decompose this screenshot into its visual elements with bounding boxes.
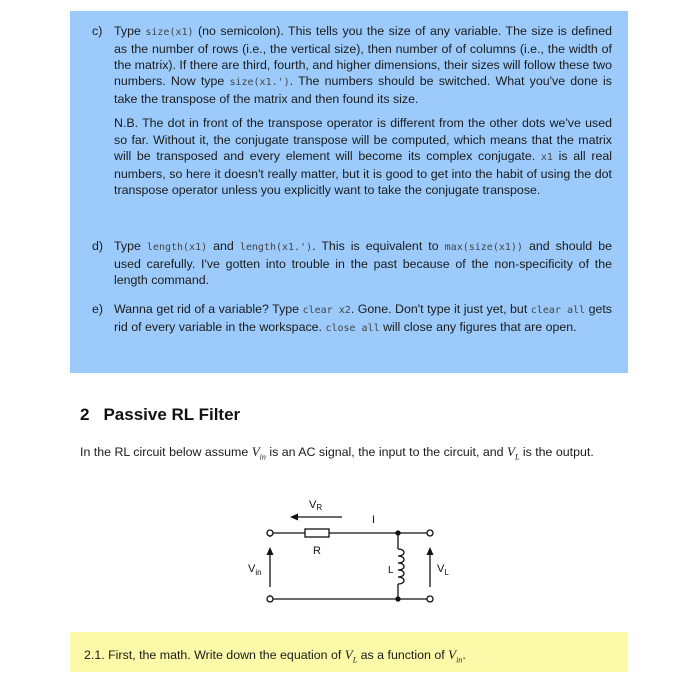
item-e-paragraph: Wanna get rid of a variable? Type clear x2. Gone. Don't type it just yet, but clear all gets rid of every variable in the workspace. close all will close any figures that are open.: [114, 302, 612, 335]
item-c-paragraph-2: N.B. The dot in front of the transpose operator is different from the other dots we've used so far. Without it, the conjugate transpose will be computed, which means that the matrix will be transposed and every element will become its complex conjugate. x1 is all real numbers, so here it doesn't really matter, but it is good to get into the habit of using the dot transpose operator unless you explicitly want to take the conjugate transpose.: [114, 116, 612, 197]
code-snippet: clear all: [530, 305, 586, 316]
node: [396, 531, 400, 535]
math-vl: $V_L$: [344, 647, 358, 665]
item-marker: d): [92, 239, 104, 253]
inductor: [398, 549, 404, 584]
node: [396, 597, 400, 601]
math-vin: $V_{in}$: [251, 444, 266, 462]
vl-label: $V_L$: [437, 563, 449, 577]
section-title: Passive RL Filter: [103, 405, 241, 424]
resistor: [305, 529, 329, 537]
vr-label: VR: [309, 499, 323, 512]
item-e: [92, 301, 612, 337]
math-vin: $V_{in}$: [448, 647, 463, 665]
vin-label: $V_{in}$: [248, 563, 262, 577]
item-marker: c): [92, 24, 103, 38]
section-intro: In the RL circuit below assume $V_{in}$ is an AC signal, the input to the circuit, and $V_L$ is the output.: [80, 444, 594, 462]
question-box: [70, 632, 628, 672]
current-label: I: [372, 514, 376, 526]
section-heading: [80, 405, 240, 425]
resistor-label: R: [313, 545, 321, 557]
code-snippet: size(x1.'): [229, 77, 290, 89]
vr-arrowhead: [290, 514, 298, 521]
section-number: 2: [80, 405, 90, 424]
terminal: [267, 530, 273, 536]
vin-arrowhead: [267, 547, 274, 555]
code-snippet: length(x1): [146, 242, 208, 253]
item-d: [92, 238, 612, 288]
item-marker: e): [92, 302, 104, 316]
item-d-paragraph: Type length(x1) and length(x1.'). This is equivalent to max(size(x1)) and should be used carefully. I've gotten into trouble in the past because of the non-specificity of the length command.: [114, 239, 612, 288]
item-c-paragraph-1: Type size(x1) (no semicolon). This tells you the size of any variable. The size is defined as the number of rows (i.e., the vertical size), then number of of columns (i.e., the width of the matrix). If there are third, fourth, and higher dimensions, their sizes will follow these two numbers. Now type size(x1.'). The numbers should be switched. What you've done is take the transpose of the matrix and then found its size.: [114, 24, 612, 107]
code-snippet: x1: [540, 151, 553, 163]
math-vl: $V_L$: [506, 444, 520, 462]
code-snippet: length(x1.'): [239, 242, 313, 253]
item-c: [92, 23, 612, 198]
inductor-label: L: [388, 565, 394, 576]
terminal: [427, 530, 433, 536]
code-snippet: close all: [325, 323, 380, 335]
rl-circuit-diagram: [230, 495, 450, 610]
terminal: [267, 596, 273, 602]
code-snippet: size(x1): [145, 27, 194, 38]
code-snippet: max(size(x1)): [444, 242, 523, 253]
vl-arrowhead: [427, 547, 434, 555]
instructions-box: [70, 11, 628, 373]
terminal: [427, 596, 433, 602]
question-text: 2.1. First, the math. Write down the equation of $V_L$ as a function of $V_{in}$.: [84, 647, 466, 665]
code-snippet: clear x2: [302, 305, 351, 316]
